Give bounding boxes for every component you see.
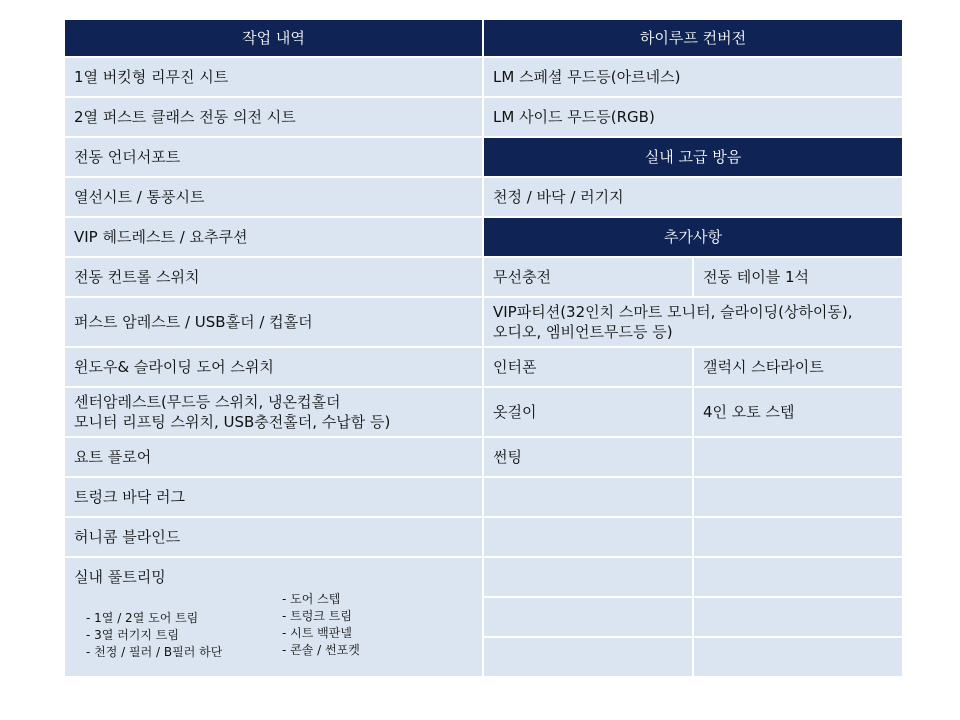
extra-item: 갤럭시 스타라이트 (694, 348, 902, 386)
extra-item: 썬팅 (484, 438, 692, 476)
work-item: 열선시트 / 통풍시트 (65, 178, 482, 216)
extra-item-partition (484, 298, 902, 346)
trim-list-left (86, 610, 222, 661)
empty-cell (484, 478, 692, 516)
work-item: 2열 퍼스트 클래스 전동 의전 시트 (65, 98, 482, 136)
trim-item: - 3열 러기지 트림 (86, 627, 222, 644)
full-trimming-title: 실내 풀트리밍 (74, 568, 166, 586)
work-item: 윈도우& 슬라이딩 도어 스위치 (65, 348, 482, 386)
work-item: 전동 컨트롤 스위치 (65, 258, 482, 296)
empty-cell (694, 598, 902, 636)
work-item: 요트 플로어 (65, 438, 482, 476)
empty-cell (484, 518, 692, 556)
work-item: 허니콤 블라인드 (65, 518, 482, 556)
work-item-full-trimming (65, 558, 482, 676)
extra-row (484, 438, 902, 476)
extra-item: 인터폰 (484, 348, 692, 386)
extra-row (484, 348, 902, 386)
header-work: 작업 내역 (65, 20, 482, 56)
work-item: VIP 헤드레스트 / 요추쿠션 (65, 218, 482, 256)
work-item: 퍼스트 암레스트 / USB홀더 / 컵홀더 (65, 298, 482, 346)
extra-row (484, 518, 902, 556)
extra-item: 전동 테이블 1석 (694, 258, 902, 296)
trim-item: - 천정 / 필러 / B필러 하단 (86, 644, 222, 661)
header-extra: 추가사항 (484, 218, 902, 256)
extra-row (484, 388, 902, 436)
work-item: 전동 언더서포트 (65, 138, 482, 176)
header-sound: 실내 고급 방음 (484, 138, 902, 176)
extra-row (484, 478, 902, 516)
extra-row (484, 638, 902, 676)
extra-item: 무선충전 (484, 258, 692, 296)
extra-item: 4인 오토 스텝 (694, 388, 902, 436)
work-item-center-armrest (65, 388, 482, 436)
empty-cell (484, 558, 692, 596)
partition-line-1: VIP파티션(32인치 스마트 모니터, 슬라이딩(상하이동), (493, 303, 853, 321)
partition-line-2: 오디오, 엠비언트무드등 등) (493, 323, 673, 341)
header-hilroof: 하이루프 컨버전 (484, 20, 902, 56)
sound-item: 천정 / 바닥 / 러기지 (484, 178, 902, 216)
empty-cell (484, 598, 692, 636)
empty-cell (694, 478, 902, 516)
work-table (65, 20, 902, 676)
work-item: 1열 버킷형 리무진 시트 (65, 58, 482, 96)
extra-item: 옷걸이 (484, 388, 692, 436)
hilroof-item: LM 스페셜 무드등(아르네스) (484, 58, 902, 96)
trim-item: - 도어 스텝 (282, 591, 360, 608)
hilroof-item: LM 사이드 무드등(RGB) (484, 98, 902, 136)
extra-row (484, 558, 902, 596)
empty-cell (694, 638, 902, 676)
trim-item: - 콘솔 / 썬포켓 (282, 642, 360, 659)
trim-item: - 시트 백판넬 (282, 625, 360, 642)
armrest-line-2: 모니터 리프팅 스위치, USB충전홀더, 수납함 등) (74, 413, 391, 431)
trim-item: - 1열 / 2열 도어 트림 (86, 610, 222, 627)
empty-cell (694, 518, 902, 556)
empty-cell (484, 638, 692, 676)
extra-row (484, 258, 902, 296)
empty-cell (694, 438, 902, 476)
empty-cell (694, 558, 902, 596)
trim-list-right (282, 591, 360, 659)
trim-item: - 트렁크 트림 (282, 608, 360, 625)
armrest-line-1: 센터암레스트(무드등 스위치, 냉온컵홀더 (74, 393, 341, 411)
work-item: 트렁크 바닥 러그 (65, 478, 482, 516)
extra-row (484, 598, 902, 636)
